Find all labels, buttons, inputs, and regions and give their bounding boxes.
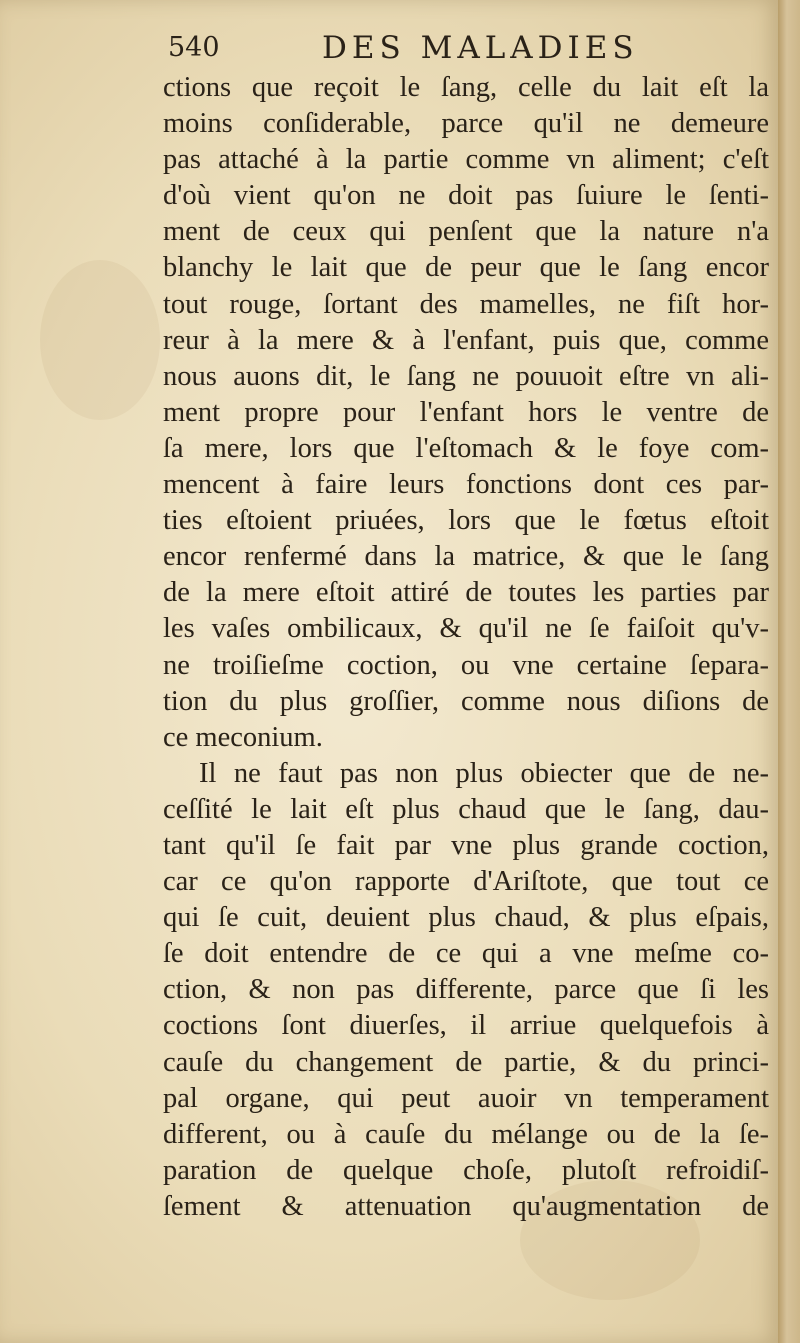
text-line: paration de quelque choſe, plutoſt refroidiſ-	[163, 1154, 769, 1186]
text-line: pal organe, qui peut auoir vn temperament	[163, 1082, 769, 1114]
text-line: ſe doit entendre de ce qui a vne meſme co-	[163, 938, 769, 970]
text-line: blanchy le lait que de peur que le ſang encor	[163, 252, 769, 284]
text-line: de la mere eſtoit attiré de toutes les parties par	[163, 577, 769, 609]
text-line: ſa mere, lors que l'eſtomach & le foye com-	[163, 432, 769, 464]
text-line: reur à la mere & à l'enfant, puis que, comme	[163, 324, 769, 356]
text-line: encor renfermé dans la matrice, & que le ſang	[163, 541, 769, 573]
body-text	[163, 70, 769, 1225]
text-line: moins conſiderable, parce qu'il ne demeure	[163, 108, 769, 140]
text-line: coctions ſont diuerſes, il arriue quelquefois à	[163, 1010, 769, 1042]
text-line: tion du plus groſſier, comme nous diſions de	[163, 685, 769, 717]
text-line: ment de ceux qui penſent que la nature n'a	[163, 216, 769, 248]
text-line: ceſſité le lait eſt plus chaud que le ſang, dau-	[163, 793, 769, 825]
text-line: different, ou à cauſe du mélange ou de la ſe-	[163, 1118, 769, 1150]
text-line: ſement & attenuation qu'augmentation de	[163, 1190, 769, 1222]
page-edge	[778, 0, 800, 1343]
text-line: ction, & non pas differente, parce que ſi les	[163, 974, 769, 1006]
text-line: mencent à faire leurs fonctions dont ces par-	[163, 469, 769, 501]
text-line: Il ne faut pas non plus obiecter que de ne-	[199, 757, 769, 789]
text-line: les vaſes ombilicaux, & qu'il ne ſe faiſoit qu'v-	[163, 613, 769, 645]
page-number: 540	[168, 32, 220, 63]
text-line: d'où vient qu'on ne doit pas ſuiure le ſenti-	[163, 180, 769, 212]
text-line: ce meconium.	[163, 721, 323, 753]
text-line: tout rouge, ſortant des mamelles, ne fiſt hor-	[163, 288, 769, 320]
text-line: qui ſe cuit, deuient plus chaud, & plus eſpais,	[163, 902, 769, 934]
text-line: ne troiſieſme coction, ou vne certaine ſepara-	[163, 649, 769, 681]
text-line: ment propre pour l'enfant hors le ventre de	[163, 396, 769, 428]
paper-stain	[40, 260, 160, 420]
text-line: ctions que reçoit le ſang, celle du lait eſt la	[163, 72, 769, 103]
page-header	[168, 30, 768, 70]
text-line: tant qu'il ſe fait par vne plus grande coction,	[163, 829, 769, 861]
text-line: nous auons dit, le ſang ne pouuoit eſtre vn ali-	[163, 360, 769, 392]
running-head: DES MALADIES	[322, 30, 639, 66]
text-line: car ce qu'on rapporte d'Ariſtote, que tout ce	[163, 866, 769, 898]
paragraph-2	[163, 756, 769, 1225]
text-line: pas attaché à la partie comme vn aliment; c'eſt	[163, 144, 769, 176]
paragraph-1	[163, 70, 769, 756]
text-line: cauſe du changement de partie, & du princi-	[163, 1046, 769, 1078]
text-line: ties eſtoient priuées, lors que le fœtus eſtoit	[163, 505, 769, 537]
